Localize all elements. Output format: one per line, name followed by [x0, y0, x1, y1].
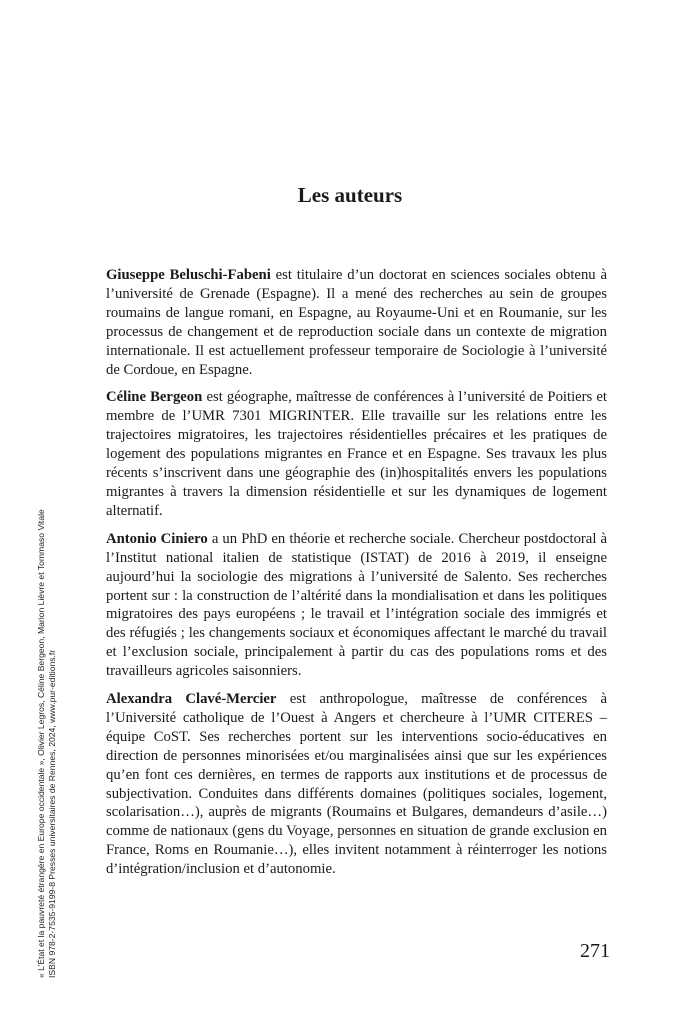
page-title: Les auteurs — [297, 183, 403, 207]
author-bio — [106, 266, 607, 379]
author-name: Céline Bergeon — [106, 389, 203, 406]
copyright-side-note — [36, 458, 57, 978]
page-number: 271 — [580, 940, 610, 962]
author-bios — [106, 266, 607, 888]
author-bio — [106, 388, 607, 520]
author-name: Alexandra Clavé-Mercier — [106, 691, 277, 708]
author-bio — [106, 530, 607, 681]
author-bio-text: est géographe, maîtresse de conférences à l’université de Poitiers et membre de l’UMR 7301 MIGRINTER. Elle travaille sur les relations entre les trajectoires migratoires, les trajectoires résidentielles précaires et les pratiques de logement des populations migrantes en France et en Espagne. Ses travaux les plus récents s’inscrivent dans une géographie des (in)hospitalités envers les populations migrantes à travers la dimension résidentielle et sur les dynamiques de logement alternatif. — [106, 389, 608, 519]
side-note-line: « L’État et la pauvreté étrangère en Europe occidentale », Olivier Legros, Céline Bergeon, Marion Lièvre et Tommaso Vitale — [36, 509, 46, 978]
author-bio-text: est titulaire d’un doctorat en sciences sociales obtenu à l’université de Grenade (Espagne). Il a mené des recherches au sein de groupes roumains de langue romani, en Espagne, au Royaume-Uni et en Roumanie, sur les processus de changement et de reproduction sociale dans un contexte de migration internationale. Il est actuellement professeur temporaire de Sociologie à l’université de Cordoue, en Espagne. — [106, 267, 607, 378]
author-bio-text: est anthropologue, maîtresse de conférences à l’Université catholique de l’Ouest à Angers et chercheure à l’UMR CITERES – équipe CoST. Ses recherches portent sur les interventions socio-éducatives en direction de personnes minorisées et/ou marginalisées ainsi que sur les expériences qu’en font ces dernières, en termes de rapports aux institutions et de processus de subjectivation. Conduites dans différents domaines (politiques sociales, logement, scolarisation…), auprès de migrants (Roumains et Bulgares, demandeurs d’asile…) comme de nationaux (gens du Voyage, personnes en situation de grande exclusion en France, Roms en Roumanie…), elles invitent notamment à réinterroger les notions d’intégration/inclusion et d’autonomie. — [106, 691, 607, 878]
author-bio — [106, 690, 607, 879]
author-name: Antonio Ciniero — [106, 530, 208, 547]
author-bio-text: a un PhD en théorie et recherche sociale. Chercheur postdoctoral à l’Institut national italien de statistique (ISTAT) de 2016 à 2019, il enseigne aujourd’hui la sociologie des migrations à l’université de Salento. Ses recherches portent sur : la construction de l’altérité dans la mondialisation et dans les politiques migratoires des pays européens ; le travail et l’intégration sociale des immigrés et des réfugiés ; les changements sociaux et économiques affectant le marché du travail et l’exclusion sociale, principalement à partir du cas des populations roms et des travailleurs agricoles saisonniers. — [106, 530, 608, 680]
side-note-line: ISBN 978-2-7535-9199-8 Presses universitaires de Rennes, 2024, www.pur-editions.fr — [46, 649, 57, 978]
author-name: Giuseppe Beluschi-Fabeni — [106, 267, 271, 283]
